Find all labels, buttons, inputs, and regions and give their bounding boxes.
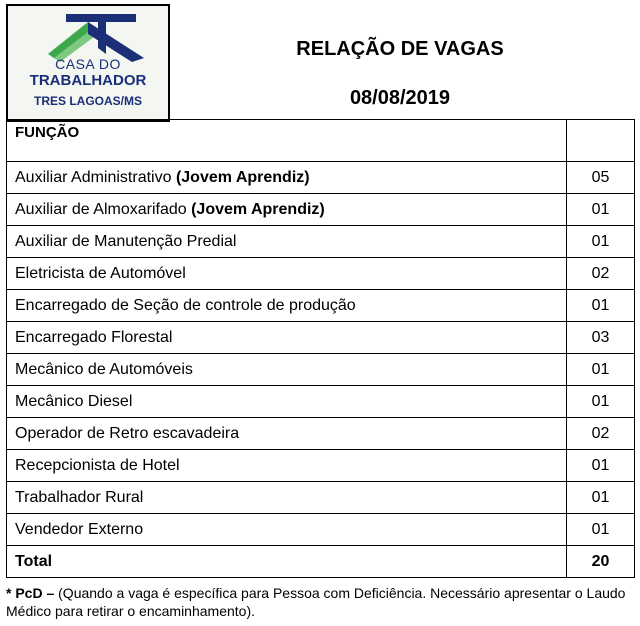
job-quantity: 01 [567,290,635,322]
total-label: Total [7,546,567,578]
job-quantity: 02 [567,418,635,450]
job-quantity: 05 [567,162,635,194]
job-function: Auxiliar de Manutenção Predial [15,232,237,250]
header [6,4,634,120]
job-quantity: 03 [567,322,635,354]
table-row [7,226,635,258]
job-function-cell [7,226,567,258]
job-function-cell [7,194,567,226]
table-row [7,322,635,354]
vacancies-table [6,119,635,578]
job-quantity: 01 [567,386,635,418]
job-function: Mecânico de Automóveis [15,360,193,378]
job-function-cell [7,482,567,514]
job-quantity: 01 [567,226,635,258]
job-function: Auxiliar Administrativo [15,168,172,186]
job-function-cell [7,418,567,450]
logo-line-2: TRABALHADOR [29,72,147,89]
table-header-row [7,120,635,162]
job-quantity: 01 [567,450,635,482]
casa-do-trabalhador-logo [6,4,170,122]
job-function-cell [7,514,567,546]
logo-line-3: TRES LAGOAS/MS [33,94,142,108]
job-function-cell [7,386,567,418]
job-function: Encarregado de Seção de controle de produção [15,296,356,314]
total-row [7,546,635,578]
table-row [7,514,635,546]
job-function: Eletricista de Automóvel [15,264,186,282]
table-row [7,354,635,386]
column-header-function: FUNÇÃO [7,120,567,162]
footnote-marker: * PcD – [6,585,55,601]
table-row [7,450,635,482]
table-row [7,194,635,226]
table-row [7,162,635,194]
job-function-cell [7,258,567,290]
job-function: Vendedor Externo [15,520,144,538]
job-quantity: 01 [567,194,635,226]
job-quantity: 01 [567,482,635,514]
page-title: RELAÇÃO DE VAGAS [296,38,504,60]
table-row [7,386,635,418]
job-function-cell [7,162,567,194]
job-function-cell [7,290,567,322]
job-function-cell [7,450,567,482]
job-function-cell [7,354,567,386]
logo-line-1: CASA DO [55,56,121,72]
job-function: Operador de Retro escavadeira [15,424,240,442]
footnote-text: (Quando a vaga é específica para Pessoa com Deficiência. Necessário apresentar o Laudo Médico para retirar o encaminhamento). [6,585,626,619]
job-function: Trabalhador Rural [15,488,144,506]
job-quantity: 01 [567,354,635,386]
table-row [7,258,635,290]
job-function: Encarregado Florestal [15,328,173,346]
table-row [7,482,635,514]
job-note: (Jovem Aprendiz) [175,168,310,186]
footnote [6,584,634,620]
job-note: (Jovem Aprendiz) [191,200,325,218]
table-row [7,418,635,450]
job-function: Auxiliar de Almoxarifado [15,200,187,218]
job-function: Mecânico Diesel [15,392,133,410]
column-header-quantity [567,120,635,162]
job-function-cell [7,322,567,354]
table-row [7,290,635,322]
job-function: Recepcionista de Hotel [15,456,180,474]
total-value: 20 [567,546,635,578]
job-quantity: 02 [567,258,635,290]
job-quantity: 01 [567,514,635,546]
page-date: 08/08/2019 [349,87,451,109]
